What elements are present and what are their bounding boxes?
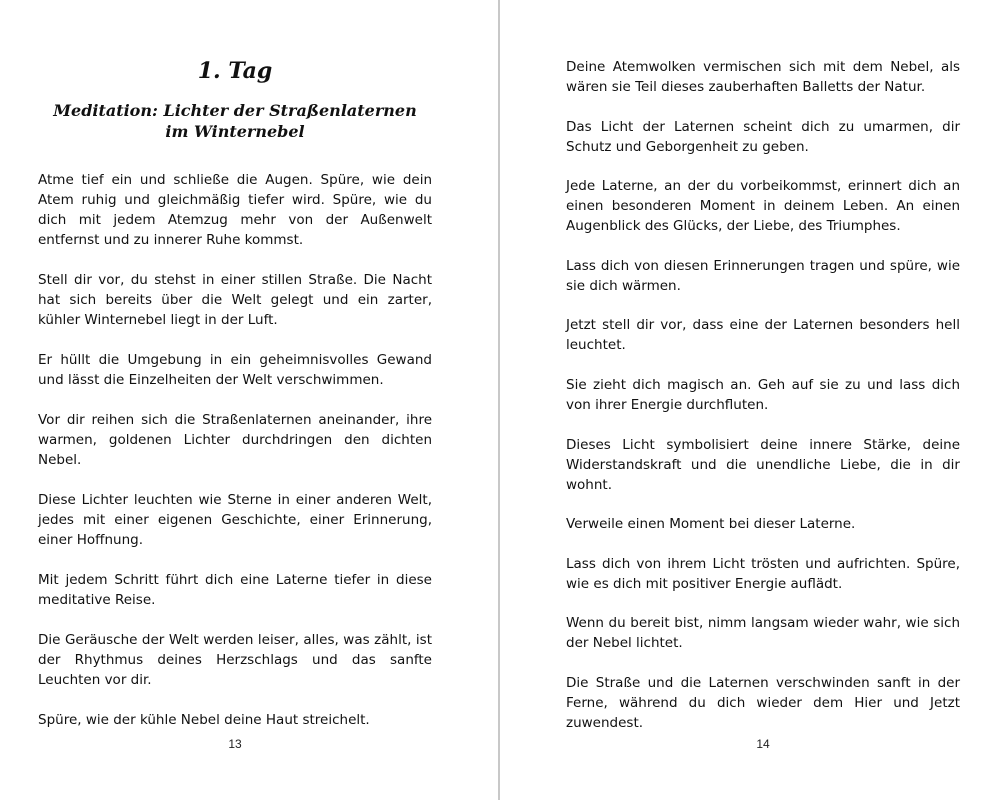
paragraph: Er hüllt die Umgebung in ein geheimnisvolles Gewand und lässt die Einzelheiten der Welt verschwimmen.: [38, 352, 432, 388]
paragraph: Dieses Licht symbolisiert deine innere Stärke, deine Widerstandskraft und die unendliche Liebe, die in dir wohnt.: [566, 436, 960, 493]
paragraph: Jede Laterne, an der du vorbeikommst, erinnert dich an einen besonderen Moment in deinem Leben. An einen Augenblick des Glücks, der Liebe, des Triumphes.: [566, 178, 960, 235]
left-page-body: [38, 170, 432, 750]
paragraph: Atme tief ein und schließe die Augen. Spüre, wie dein Atem ruhig und gleichmäßig tiefer wird. Spüre, wie du dich mit jedem Atemzug mehr von der Außenwelt entfernst und zu innerer Ruhe kommst.: [38, 172, 432, 248]
paragraph: Wenn du bereit bist, nimm langsam wieder wahr, wie sich der Nebel lichtet.: [566, 615, 960, 652]
paragraph: Spüre, wie der kühle Nebel deine Haut streichelt.: [38, 712, 370, 728]
paragraph: Sie zieht dich magisch an. Geh auf sie zu und lass dich von ihrer Energie durchfluten.: [566, 376, 960, 413]
paragraph: Jetzt stell dir vor, dass eine der Laternen besonders hell leuchtet.: [566, 317, 960, 354]
paragraph: Vor dir reihen sich die Straßenlaternen aneinander, ihre warmen, goldenen Lichter durchdringen den dichten Nebel.: [38, 412, 432, 468]
paragraph: Diese Lichter leuchten wie Sterne in einer anderen Welt, jedes mit einer eigenen Geschichte, einer Erinnerung, einer Hoffnung.: [38, 492, 432, 548]
right-page: [500, 0, 1000, 800]
paragraph: Deine Atemwolken vermischen sich mit dem Nebel, als wären sie Teil dieses zauberhaften Balletts der Natur.: [566, 59, 960, 95]
page-number: 13: [228, 737, 242, 751]
paragraph: Mit jedem Schritt führt dich eine Laterne tiefer in diese meditative Reise.: [38, 572, 432, 608]
page-number: 14: [756, 737, 770, 751]
paragraph: Das Licht der Laternen scheint dich zu umarmen, dir Schutz und Geborgenheit zu geben.: [566, 118, 960, 155]
paragraph: Verweile einen Moment bei dieser Laterne.: [566, 516, 856, 533]
paragraph: Die Geräusche der Welt werden leiser, alles, was zählt, ist der Rhythmus deines Herzschlags und das sanfte Leuchten vor dir.: [38, 632, 432, 688]
chapter-title: 1. Tag: [197, 58, 273, 84]
subtitle-line-1: Meditation: Lichter der Straßenlaternen: [53, 101, 417, 120]
subtitle-line-2: im Winternebel: [165, 122, 305, 141]
left-page: [0, 0, 498, 800]
chapter-subtitle: [38, 100, 432, 142]
paragraph: Lass dich von diesen Erinnerungen tragen und spüre, wie sie dich wärmen.: [566, 257, 960, 294]
paragraph: Stell dir vor, du stehst in einer stillen Straße. Die Nacht hat sich bereits über die Welt gelegt und ein zarter, kühler Winternebel liegt in der Luft.: [38, 272, 432, 328]
right-page-body: [566, 57, 960, 753]
paragraph: Lass dich von ihrem Licht trösten und aufrichten. Spüre, wie es dich mit positiver Energie auflädt.: [566, 555, 960, 592]
paragraph: Die Straße und die Laternen verschwinden sanft in der Ferne, während du dich wieder dem Hier und Jetzt zuwendest.: [566, 674, 960, 731]
